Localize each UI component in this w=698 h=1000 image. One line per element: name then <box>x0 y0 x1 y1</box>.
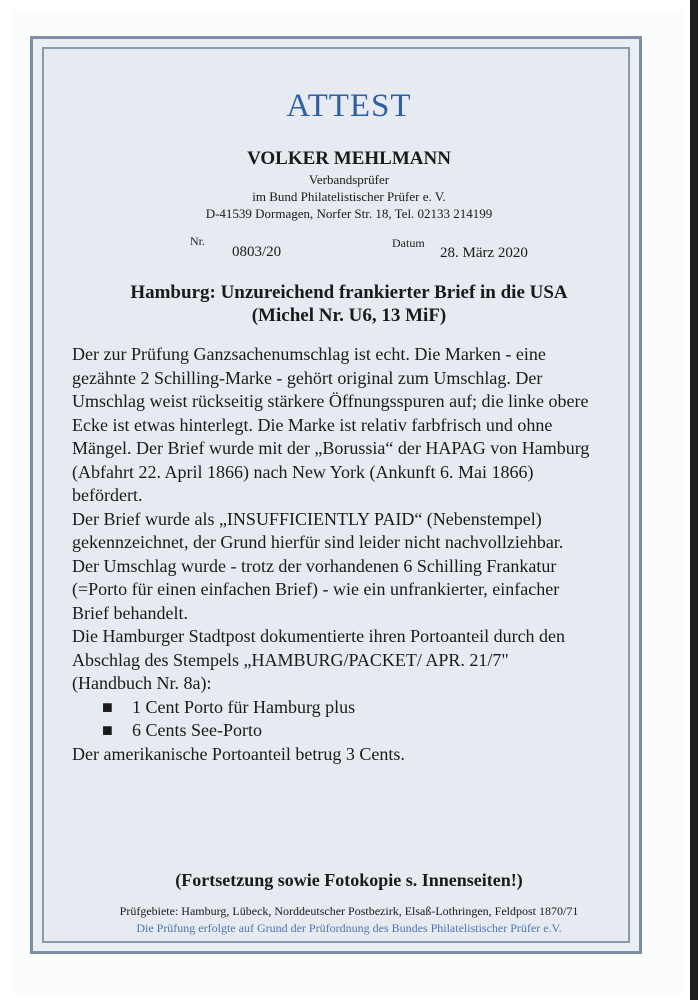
datum-label: Datum <box>392 236 425 250</box>
list-item <box>72 719 592 743</box>
footer-regions: Prüfgebiete: Hamburg, Lübeck, Norddeutscher Postbezirk, Elsaß-Lothringen, Feldpost 1870/71 <box>119 904 579 918</box>
paragraph-2: Der Brief wurde als „INSUFFICIENTLY PAID“ (Nebenstempel) gekennzeichnet, der Grund hierfür sind leider nicht nachvollziehbar. Der Umschlag wurde - trotz der vorhandenen 6 Schilling Frankatur (=Porto für einen einfachen Brief) - wie ein unfrankierter, einfacher Brief behandelt. <box>72 508 564 623</box>
attest-title: ATTEST <box>286 88 412 124</box>
paragraph-4: Der amerikanische Portoanteil betrug 3 Cents. <box>72 743 405 764</box>
nr-value: 0803/20 <box>232 244 282 260</box>
continuation-note: (Fortsetzung sowie Fotokopie s. Innenseiten!) <box>175 870 523 890</box>
bullet-icon: ■ <box>102 696 113 717</box>
examiner-association: im Bund Philatelistischer Prüfer e. V. <box>252 189 446 204</box>
bullet-icon: ■ <box>102 720 113 740</box>
porto-list <box>72 696 592 743</box>
footer-rules: Die Prüfung erfolgte auf Grund der Prüfordnung des Bundes Philatelistischer Prüfer e.V. <box>136 921 562 935</box>
heading-line1: Hamburg: Unzureichend frankierter Brief in die USA <box>130 282 568 303</box>
heading-line2: (Michel Nr. U6, 13 MiF) <box>251 305 447 326</box>
paragraph-1: Der zur Prüfung Ganzsachenumschlag ist echt. Die Marken - eine gezähnte 2 Schilling-Marke - gehört original zum Umschlag. Der Umschlag weist rückseitig stärkere Öffnungsspuren auf; die linke obere Ecke ist etwas hinterlegt. Die Marke ist relativ farbfrisch und ohne Mängel. Der Brief wurde mit der „Borussia“ der HAPAG von Hamburg (Abfahrt 22. April 1866) nach New York (Ankunft 6. Mai 1866) befördert. <box>72 344 590 505</box>
list-item-text: 6 Cents See-Porto <box>132 720 262 740</box>
attest-body <box>72 343 592 766</box>
datum-value: 28. März 2020 <box>440 245 528 261</box>
examiner-address: D-41539 Dormagen, Norfer Str. 18, Tel. 02133 214199 <box>205 206 493 221</box>
list-item <box>72 696 592 720</box>
list-item-text: 1 Cent Porto für Hamburg plus <box>132 696 356 717</box>
paragraph-3: Die Hamburger Stadtpost dokumentierte ihren Portoanteil durch den Abschlag des Stempels „HAMBURG/PACKET/ APR. 21/7" (Handbuch Nr. 8a): <box>72 626 566 693</box>
nr-label: Nr. <box>190 234 205 248</box>
examiner-title: Verbandsprüfer <box>308 172 390 187</box>
examiner-name: VOLKER MEHLMANN <box>247 148 451 169</box>
